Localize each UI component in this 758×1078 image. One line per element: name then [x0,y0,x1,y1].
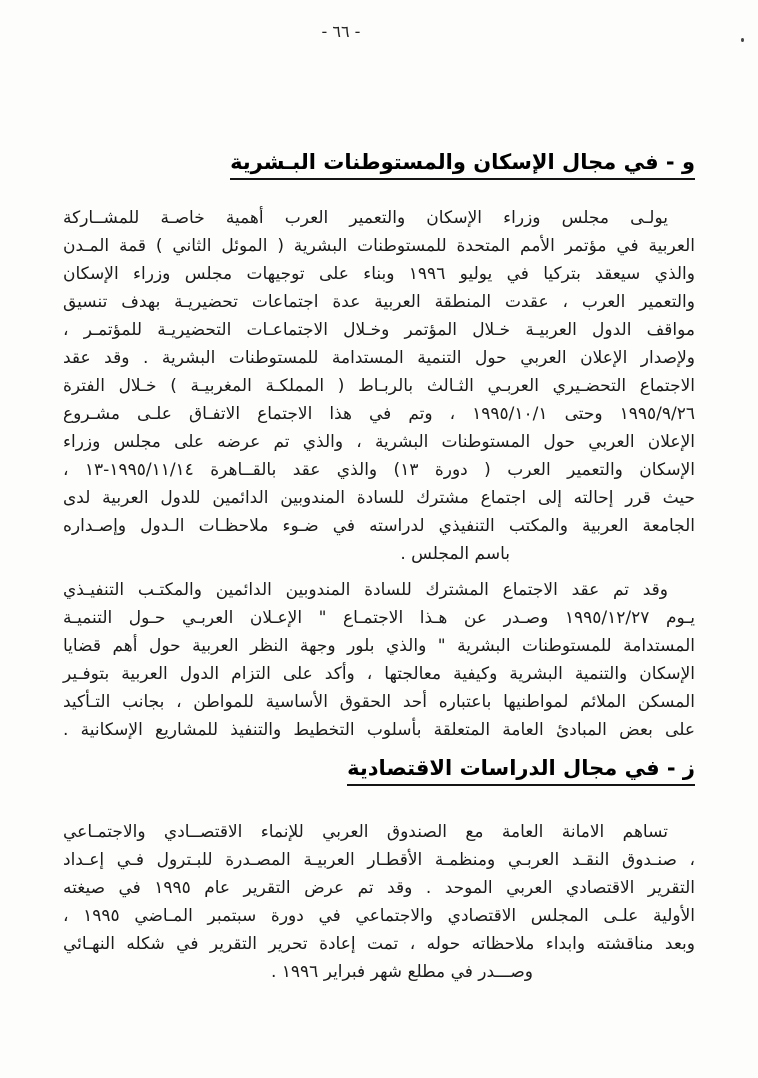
text-line: الجامعة العربية والمكتب التنفيذي لدراسته في ضـوء ملاحظـات الـدول وإصـداره [63,516,695,536]
page-number: - ٦٦ - [321,22,361,41]
text-line: وصـــدر في مطلع شهر فبراير ١٩٩٦ . [270,962,533,982]
text-line: العربية في مؤتمر الأمم المتحدة للمستوطنات البشرية ( الموئل الثاني ) قمة المـدن [63,236,695,256]
text-line: يـوم ١٩٩٥/١٢/٢٧ وصـدر عن هـذا الاجتمـاع " الإعـلان العربـي حـول التنميـة [63,608,695,628]
text-line: حيث قرر إحالته إلى اجتماع مشترك للسادة المندوبين الدائمين للدول العربية لدى [63,488,695,508]
text-line: الإسكان والتنمية البشرية وكيفية معالجتها ، وأكد على التزام الدول العربية بتوفـير [63,664,695,684]
text-line: باسم المجلس . [400,544,510,564]
paragraph-housing-1 [63,204,695,568]
text-line: الأولية علـى المجلس الاقتصادي والاجتماعي في دورة سبتمبر المـاضي ١٩٩٥ ، [63,906,696,926]
text-line: تساهم الامانة العامة مع الصندوق العربي للإنماء الاقتصــادي والاجتمـاعي [63,822,668,842]
text-line: ١٩٩٥/٩/٢٦ وحتى ١٩٩٥/١٠/١ ، وتم في هذا الاجتماع الاتفـاق علـى مشـروع [63,404,695,424]
text-line: التقرير الاقتصادي العربي الموحد . وقد تم عرض التقرير عام ١٩٩٥ في صيغته [63,878,695,898]
text-line: ، صنـدوق النقـد العربـي ومنظمـة الأقطـار العربيـة المصـدرة للبـترول فـي إعـداد [63,850,695,870]
text-line: والذي سيعقد بتركيا في يوليو ١٩٩٦ وبناء على توجيهات مجلس وزراء الإسكان [63,264,695,284]
text-line: وقد تم عقد الاجتماع المشترك للسادة المندوبين الدائمين والمكتـب التنفيـذي [63,580,668,600]
text-line: ولإصدار الإعلان العربي حول التنمية المستدامة للمستوطنات البشرية . وقد عقد [63,348,695,368]
text-line: على بعض المبادئ العامة المتعلقة بأسلوب التخطيط والتنفيذ للمشاريع الإسكانية . [63,720,695,740]
text-line: وبعد مناقشته وابداء ملاحظاته حوله ، تمت إعادة تحرير التقرير في شكله النهـائي [63,934,695,954]
paragraph-housing-2 [63,576,695,744]
text-line: الإعلان العربي حول المستوطنات البشرية ، والذي تم عرضه على مجلس وزراء [63,432,695,452]
scan-speck [741,38,744,42]
text-line: المستدامة للمستوطنات البشرية " والذي بلور وجهة النظر العربية حول أهم قضايا [63,636,695,656]
text-line: يولـى مجلس وزراء الإسكان والتعمير العرب أهمية خاصـة للمشــاركة [63,208,668,228]
paragraph-economic-1 [63,818,695,986]
section-heading-housing: و - في مجال الإسكان والمستوطنات البـشرية [63,150,695,180]
text-line: والتعمير العرب ، عقدت المنطقة العربية عدة اجتماعات تحضيريـة بهدف تنسيق [63,292,695,312]
text-line: الإسكان والتعمير العرب ( دورة ١٣) والذي عقد بالقــاهرة ⁦١٩٩٥/١١/١٤-١٣⁩ ، [63,460,696,480]
text-line: مواقف الدول العربيـة خـلال المؤتمر وخـلال الاجتماعـات التحضيريـة للمؤتمـر ، [63,320,695,340]
section-heading-economic-studies: ز - في مجال الدراسات الاقتصادية [63,756,695,786]
document-content [63,0,695,1078]
text-line: الاجتماع التحضـيري العربـي الثـالث بالربـاط ( المملكـة المغربيـة ) خـلال الفترة [63,376,695,396]
text-line: المسكن الملائم لمواطنيها باعتباره أحد الحقوق الأساسية للمواطن ، بجانب التـأكيد [63,692,695,712]
